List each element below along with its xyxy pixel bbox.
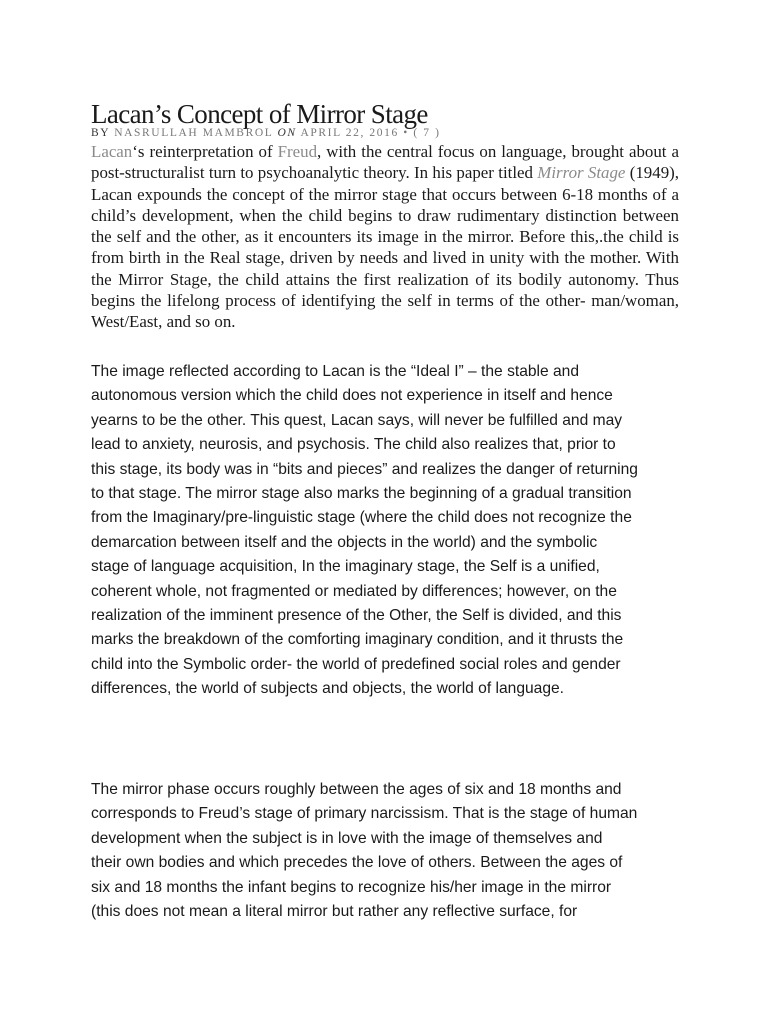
text-line: The image reflected according to Lacan is the “Ideal I” – the stable and <box>91 363 580 380</box>
byline-separator: • <box>403 127 409 139</box>
text-line: autonomous version which the child does not experience in itself and hence <box>91 387 613 405</box>
text-line: demarcation between itself and the objects in the world) and the symbolic <box>91 533 598 551</box>
mirror-stage-link[interactable]: Mirror Stage <box>537 163 626 183</box>
lacan-link[interactable]: Lacan <box>91 142 133 161</box>
freud-link[interactable]: Freud <box>277 142 318 161</box>
intro-text-3: (1949), Lacan expounds the concept of the mirror stage that occurs between 6-18 months of a child’s development, when the child begins to draw rudimentary distinction between the self and the other, as it encounters its image in the mirror. Before this,.the child is from birth in the Real stage, driven by needs and lived in unity with the mother. With the Mirror Stage, the child attains the first realization of its bodily autonomy. Thus begins the lifelong process of identifying the self in terms of the other- man/woman, West/East, and so on. <box>91 163 679 332</box>
text-line: from the Imaginary/pre-linguistic stage (where the child does not recognize the <box>91 509 632 527</box>
text-line: this stage, its body was in “bits and pieces” and realizes the danger of returning <box>91 460 638 478</box>
text-line: The mirror phase occurs roughly between the ages of six and 18 months and <box>91 781 622 798</box>
text-line: (this does not mean a literal mirror but rather any reflective surface, for <box>91 903 578 921</box>
intro-text-2: , with the central focus on language, brought about a post-structuralist turn to psychoanalytic theory. In his paper titled <box>91 142 679 183</box>
text-line: six and 18 months the infant begins to recognize his/her image in the mirror <box>91 878 612 896</box>
text-line: their own bodies and which precedes the love of others. Between the ages of <box>91 854 623 872</box>
article-byline <box>91 126 441 140</box>
author-link[interactable]: NASRULLAH MAMBROL <box>114 127 273 139</box>
paragraph-mirror-phase <box>91 778 691 924</box>
text-line: realization of the imminent presence of the Other, the Self is divided, and this <box>91 607 622 625</box>
text-line: child into the Symbolic order- the world of predefined social roles and gender <box>91 655 621 673</box>
text-line: differences, the world of subjects and objects, the world of language. <box>91 680 565 698</box>
text-line: corresponds to Freud’s stage of primary narcissism. That is the stage of human <box>91 805 638 823</box>
paragraph-ideal-i <box>91 360 691 702</box>
date-link[interactable]: APRIL 22, 2016 <box>300 127 399 139</box>
text-line: coherent whole, not fragmented or mediated by differences; however, on the <box>91 582 617 600</box>
byline-by: BY <box>91 127 110 139</box>
intro-paragraph <box>91 141 679 333</box>
text-line: stage of language acquisition, In the imaginary stage, the Self is a unified, <box>91 558 600 576</box>
article-title: Lacan’s Concept of Mirror Stage <box>91 99 428 129</box>
byline-on: ON <box>277 127 297 139</box>
text-line: lead to anxiety, neurosis, and psychosis. The child also realizes that, prior to <box>91 436 616 454</box>
text-line: marks the breakdown of the comforting imaginary condition, and it thrusts the <box>91 631 624 649</box>
text-line: yearns to be the other. This quest, Lacan says, will never be fulfilled and may <box>91 411 623 429</box>
text-line: development when the subject is in love with the image of themselves and <box>91 829 603 847</box>
text-line: to that stage. The mirror stage also marks the beginning of a gradual transition <box>91 485 632 503</box>
comments-link[interactable]: ( 7 ) <box>413 127 441 139</box>
intro-text-1: ‘s reinterpretation of <box>132 142 278 161</box>
